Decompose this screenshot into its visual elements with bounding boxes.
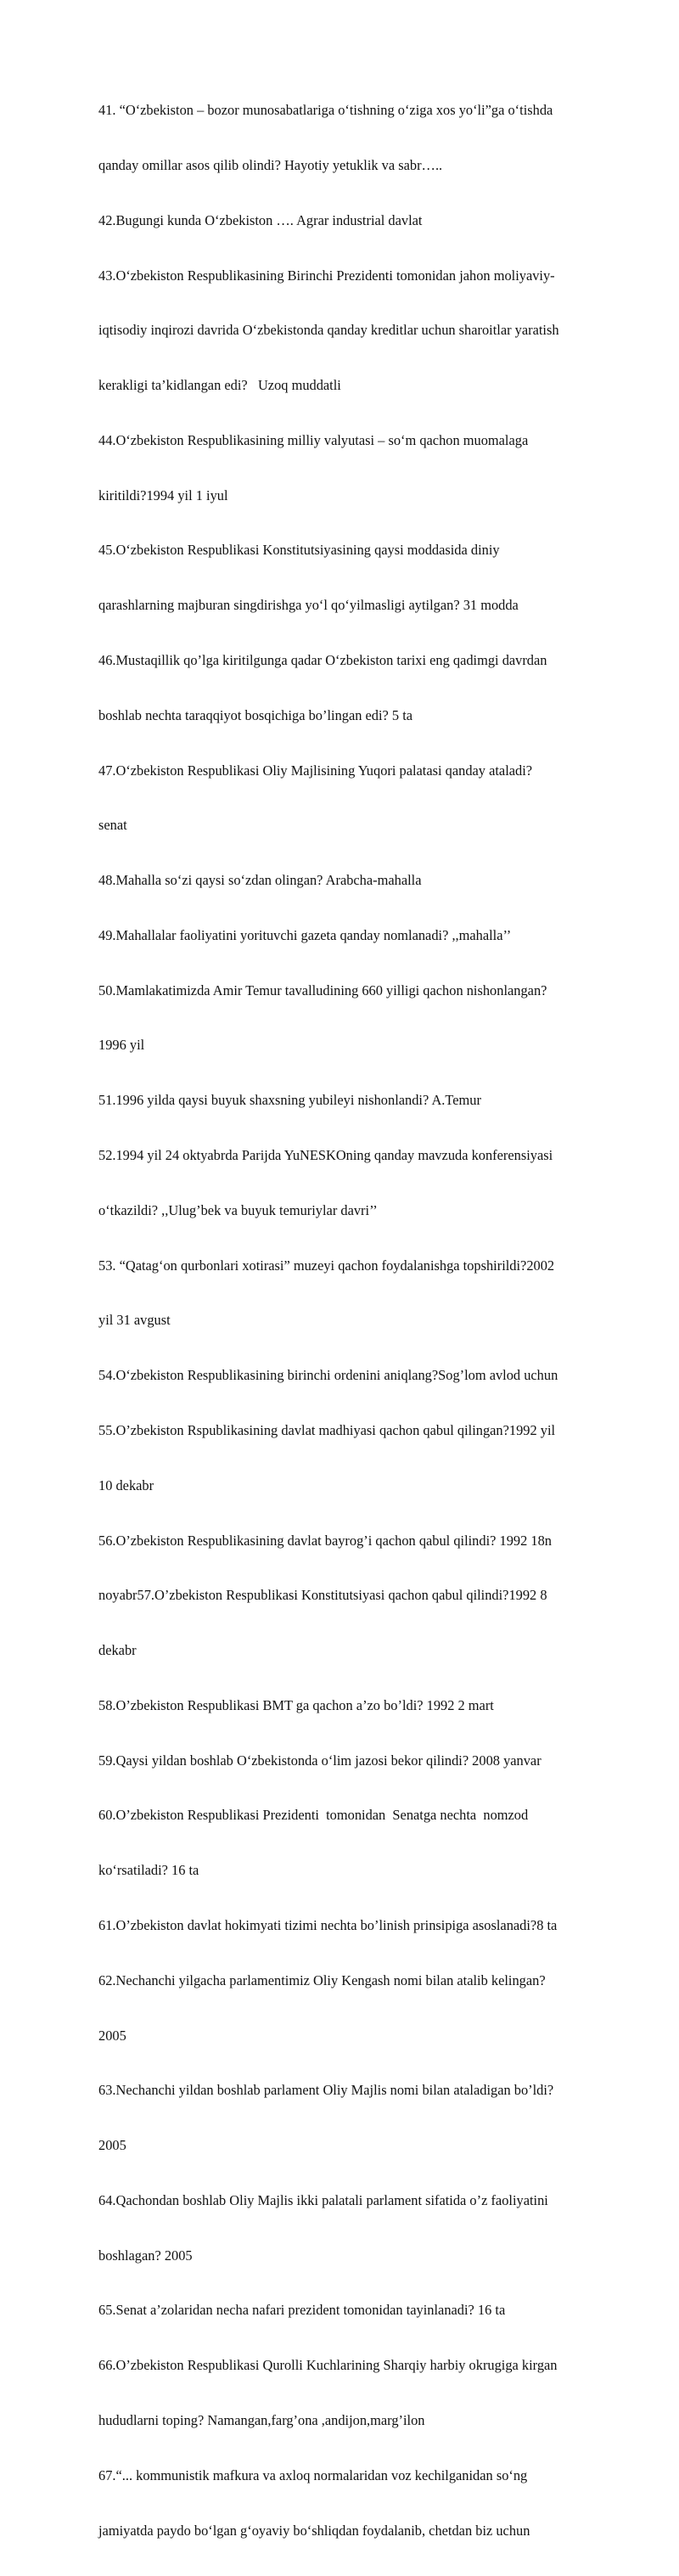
document-body	[98, 65, 630, 2576]
text-line: 2005	[98, 2027, 126, 2044]
text-line: 55.O’zbekiston Rspublikasining davlat madhiyasi qachon qabul qilingan?1992 yil	[98, 1421, 556, 1438]
text-line: noyabr57.O’zbekiston Respublikasi Konstitutsiyasi qachon qabul qilindi?1992 8	[98, 1587, 547, 1604]
text-line: boshlab nechta taraqqiyot bosqichiga bo’lingan edi? 5 ta	[98, 706, 413, 723]
text-line: 61.O’zbekiston davlat hokimyati tizimi nechta bo’linish prinsipiga asoslanadi?8 ta	[98, 1916, 558, 1933]
text-line: 66.O’zbekiston Respublikasi Qurolli Kuchlarining Sharqiy harbiy okrugiga kirgan	[98, 2357, 558, 2374]
text-line: 62.Nechanchi yilgacha parlamentimiz Oliy Kengash nomi bilan atalib kelingan?	[98, 1971, 546, 1988]
text-line: dekabr	[98, 1642, 137, 1659]
text-line: 41. “O‘zbekiston – bozor munosabatlariga o‘tishning o‘ziga xos yo‘li”ga o‘tishda	[98, 102, 553, 119]
text-line: 53. “Qatag‘on qurbonlari xotirasi” muzeyi qachon foydalanishga topshirildi?2002	[98, 1257, 555, 1274]
text-line: iqtisodiy inqirozi davrida O‘zbekistonda qanday kreditlar uchun sharoitlar yaratish	[98, 322, 559, 339]
text-line: 10 dekabr	[98, 1476, 154, 1493]
text-line: 45.O‘zbekiston Respublikasi Konstitutsiyasining qaysi moddasida diniy	[98, 542, 500, 559]
text-line: yil 31 avgust	[98, 1312, 171, 1329]
text-line: 52.1994 yil 24 oktyabrda Parijda YuNESKOning qanday mavzuda konferensiyasi	[98, 1147, 553, 1164]
text-line: hududlarni toping? Namangan,farg’ona ,andijon,marg’ilon	[98, 2412, 425, 2428]
text-line: 42.Bugungi kunda O‘zbekiston …. Agrar industrial davlat	[98, 211, 423, 228]
text-line: 67.“... kommunistik mafkura va axloq normalaridan voz kechilganidan so‘ng	[98, 2466, 528, 2483]
text-line: boshlagan? 2005	[98, 2247, 193, 2264]
text-line: 48.Mahalla so‘zi qaysi so‘zdan olingan? Arabcha-mahalla	[98, 872, 422, 889]
text-line: 1996 yil	[98, 1037, 145, 1054]
text-line: qarashlarning majburan singdirishga yo‘l qo‘yilmasligi aytilgan? 31 modda	[98, 597, 519, 614]
text-line: 63.Nechanchi yildan boshlab parlament Oliy Majlis nomi bilan ataladigan bo’ldi?	[98, 2082, 554, 2099]
text-line: 65.Senat a’zolaridan necha nafari prezident tomonidan tayinlanadi? 16 ta	[98, 2302, 506, 2319]
text-line: 50.Mamlakatimizda Amir Temur tavalludining 660 yilligi qachon nishonlangan?	[98, 981, 547, 998]
text-line: 47.O‘zbekiston Respublikasi Oliy Majlisining Yuqori palatasi qanday ataladi?	[98, 762, 533, 779]
text-line: 59.Qaysi yildan boshlab O‘zbekistonda o‘lim jazosi bekor qilindi? 2008 yanvar	[98, 1752, 542, 1769]
text-line: senat	[98, 817, 127, 834]
text-line: 49.Mahallalar faoliyatini yorituvchi gazeta qanday nomlanadi? ,,mahalla’’	[98, 926, 512, 943]
text-line: 60.O’zbekiston Respublikasi Prezidenti tomonidan Senatga nechta nomzod	[98, 1807, 529, 1824]
text-line: jamiyatda paydo bo‘lgan g‘oyaviy bo‘shliqdan foydalanib, chetdan biz uchun	[98, 2522, 530, 2539]
text-line: 54.O‘zbekiston Respublikasining birinchi ordenini aniqlang?Sog’lom avlod uchun	[98, 1367, 558, 1384]
text-line: 43.O‘zbekiston Respublikasining Birinchi Prezidenti tomonidan jahon moliyaviy-	[98, 267, 555, 284]
text-line: 64.Qachondan boshlab Oliy Majlis ikki palatali parlament sifatida o’z faoliyatini	[98, 2191, 548, 2208]
text-line: kiritildi?1994 yil 1 iyul	[98, 487, 228, 503]
text-line: qanday omillar asos qilib olindi? Hayotiy yetuklik va sabr…..	[98, 156, 443, 173]
text-line: 2005	[98, 2137, 126, 2154]
text-line: 44.O‘zbekiston Respublikasining milliy valyutasi – so‘m qachon muomalaga	[98, 431, 529, 448]
text-line: kerakligi ta’kidlangan edi? Uzoq muddatli	[98, 377, 341, 394]
text-line: 58.O’zbekiston Respublikasi BMT ga qachon a’zo bo’ldi? 1992 2 mart	[98, 1696, 494, 1713]
text-line: o‘tkazildi? ,,Ulug’bek va buyuk temuriylar davri’’	[98, 1201, 378, 1218]
text-line: 46.Mustaqillik qo’lga kiritilgunga qadar O‘zbekiston tarixi eng qadimgi davrdan	[98, 652, 547, 668]
text-line: ko‘rsatiladi? 16 ta	[98, 1862, 199, 1879]
text-line: 56.O’zbekiston Respublikasining davlat bayrog’i qachon qabul qilindi? 1992 18n	[98, 1532, 552, 1549]
text-line: 51.1996 yilda qaysi buyuk shaxsning yubileyi nishonlandi? A.Temur	[98, 1092, 481, 1109]
